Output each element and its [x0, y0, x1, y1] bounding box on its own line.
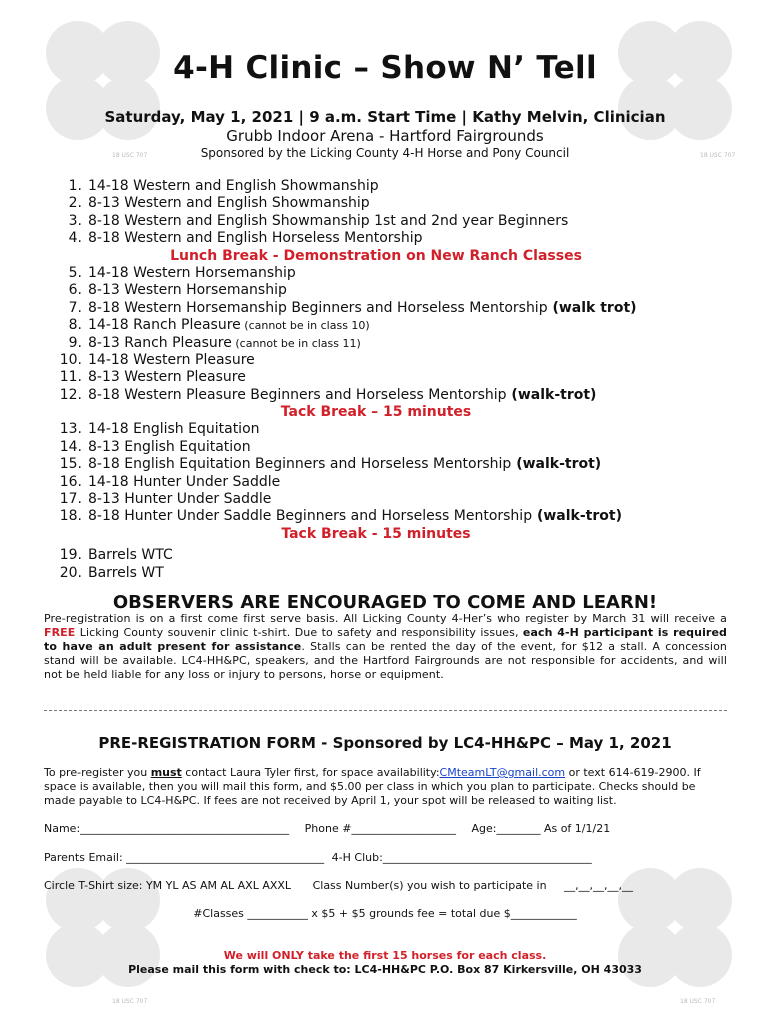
event-details: Saturday, May 1, 2021 | 9 a.m. Start Time | Kathy Melvin, Clinician	[104, 108, 666, 126]
class-number: 12.	[59, 386, 82, 403]
class-number: 19.	[59, 547, 82, 564]
class-name: 8-18 Western Pleasure Beginners and Horseless Mentorship	[88, 386, 507, 403]
class-item	[52, 352, 700, 369]
class-number: 5.	[68, 264, 82, 281]
class-number: 11.	[59, 369, 82, 386]
class-item	[52, 456, 700, 473]
parents-row	[44, 851, 727, 864]
email-link[interactable]: CMteamLT@gmail.com	[439, 766, 566, 779]
schedule-group-1	[52, 178, 700, 248]
class-name: 8-13 Western Horsemanship	[88, 282, 287, 299]
adult-requirement: each 4-H participant is required to have an adult present for assistance	[44, 626, 727, 653]
class-number-label: Class Number(s) you wish to participate in	[312, 879, 547, 892]
class-number: 14.	[59, 438, 82, 455]
class-item	[52, 474, 700, 491]
class-name: 14-18 Ranch Pleasure	[88, 317, 241, 334]
class-name: 8-18 Western Horsemanship Beginners and Horseless Mentorship	[88, 299, 548, 316]
class-number: 9.	[68, 334, 82, 351]
schedule-group-3	[52, 421, 700, 525]
class-number: 8.	[68, 317, 82, 334]
class-item	[52, 439, 700, 456]
class-name: 8-13 Hunter Under Saddle	[88, 491, 272, 508]
class-item	[52, 317, 700, 334]
clover-watermark-icon	[28, 855, 178, 1005]
class-schedule	[52, 178, 700, 582]
observers-paragraph: Pre-registration is on a first come first serve basis. All Licking County 4-Her’s who register by March 31 will receive a FREE Licking County souvenir clinic t-shirt. Due to safety and responsibility issues, each 4-H participant is required to have an adult present for assistance. Stalls can be rented the day of the event, for $12 a stall. A concession stand will be available. LC4-HH&PC, speakers, and the Hartford Fairgrounds are not responsible for accidents, and will not be held liable for any loss or injury to persons, horse or equipment.	[44, 612, 727, 681]
page-title: 4-H Clinic – Show N’ Tell	[173, 50, 597, 86]
class-item	[52, 230, 700, 247]
gait-note: (walk-trot)	[532, 508, 622, 525]
class-number: 16.	[59, 473, 82, 490]
class-name: 14-18 Western and English Showmanship	[88, 178, 379, 194]
tshirt-size-field[interactable]: Circle T-Shirt size: YM YL AS AM AL AXL AXXL	[44, 879, 292, 892]
class-number: 17.	[59, 491, 82, 508]
class-name: 8-18 Hunter Under Saddle Beginners and Horseless Mentorship	[88, 508, 533, 525]
class-item	[52, 491, 700, 508]
class-name: 14-18 English Equitation	[88, 421, 260, 438]
limit-notice: We will ONLY take the first 15 horses for each class.	[223, 949, 547, 962]
phone-field[interactable]: Phone #___________________	[304, 822, 456, 835]
class-item	[52, 565, 700, 582]
class-item	[52, 547, 700, 564]
class-item	[52, 335, 700, 352]
mail-address: Please mail this form with check to: LC4-HH&PC P.O. Box 87 Kirkersville, OH 43033	[128, 963, 642, 976]
event-location: Grubb Indoor Arena - Hartford Fairgrounds	[226, 127, 544, 145]
gait-note: (walk trot)	[547, 299, 637, 316]
must-emphasis: must	[150, 766, 182, 779]
tshirt-row	[44, 879, 727, 892]
class-item	[52, 300, 700, 317]
class-name: 8-13 English Equitation	[88, 438, 251, 455]
cut-line	[44, 710, 727, 711]
class-name: 8-13 Ranch Pleasure	[88, 334, 232, 351]
class-note: (cannot be in class 10)	[240, 319, 370, 333]
class-number: 2.	[68, 195, 82, 212]
class-name: 8-18 English Equitation Beginners and Horseless Mentorship	[88, 456, 512, 473]
class-number: 6.	[68, 282, 82, 299]
class-number: 20.	[59, 564, 82, 581]
class-number: 3.	[68, 212, 82, 229]
class-item	[52, 178, 700, 195]
class-number: 1.	[68, 178, 82, 194]
watermark-usc: 18 USC 707	[112, 998, 148, 1005]
form-intro: To pre-register you must contact Laura Tyler first, for space availability:CMteamLT@gmail.com or text 614-619-2900. If space is available, then you will mail this form, and $5.00 per class in which you plan to participate. Checks should be made payable to LC4-H&PC. If fees are not received by April 1, your spot will be released to waiting list.	[44, 766, 701, 807]
schedule-group-2	[52, 265, 700, 404]
class-item	[52, 213, 700, 230]
class-name: Barrels WTC	[88, 547, 173, 564]
class-name: 8-18 Western and English Horseless Mentorship	[88, 230, 423, 247]
tack-break-2: Tack Break - 15 minutes	[281, 525, 471, 542]
club-field[interactable]: 4-H Club:______________________________________	[331, 851, 592, 864]
class-number: 10.	[59, 351, 82, 368]
class-number: 4.	[68, 230, 82, 247]
class-item	[52, 421, 700, 438]
name-row	[44, 822, 727, 835]
class-name: 14-18 Western Pleasure	[88, 351, 255, 368]
class-name: 8-13 Western and English Showmanship	[88, 195, 370, 212]
class-item	[52, 282, 700, 299]
class-item	[52, 195, 700, 212]
clover-watermark-icon	[600, 855, 750, 1005]
class-number: 13.	[59, 421, 82, 438]
watermark-usc: 18 USC 707	[112, 152, 148, 159]
class-item	[52, 369, 700, 386]
free-label: FREE	[44, 626, 76, 639]
parents-email-field[interactable]: Parents Email: ____________________________________	[44, 851, 325, 864]
class-number: 18.	[59, 508, 82, 525]
classes-total-field[interactable]: #Classes ___________ x $5 + $5 grounds fee = total due $____________	[193, 907, 577, 920]
class-number: 15.	[59, 456, 82, 473]
tack-break-1: Tack Break – 15 minutes	[280, 404, 472, 421]
class-name: 14-18 Hunter Under Saddle	[88, 473, 281, 490]
class-item	[52, 265, 700, 282]
class-item	[52, 387, 700, 404]
class-item	[52, 508, 700, 525]
event-sponsor: Sponsored by the Licking County 4-H Horse and Pony Council	[200, 146, 570, 160]
lunch-break: Lunch Break - Demonstration on New Ranch Classes	[170, 247, 582, 264]
name-field[interactable]: Name:______________________________________	[44, 822, 290, 835]
class-number-field[interactable]: __,__,__,__,__	[564, 879, 634, 892]
watermark-usc: 18 USC 707	[700, 152, 736, 159]
class-number: 7.	[68, 299, 82, 316]
schedule-group-4	[52, 547, 700, 582]
gait-note: (walk-trot)	[506, 386, 597, 403]
gait-note: (walk-trot)	[511, 456, 602, 473]
watermark-usc: 18 USC 707	[680, 998, 716, 1005]
class-name: 14-18 Western Horsemanship	[88, 264, 296, 281]
age-field[interactable]: Age:________ As of 1/1/21	[471, 822, 611, 835]
class-note: (cannot be in class 11)	[231, 336, 361, 350]
observers-heading: OBSERVERS ARE ENCOURAGED TO COME AND LEARN!	[112, 592, 658, 613]
class-name: 8-13 Western Pleasure	[88, 369, 246, 386]
class-name: Barrels WT	[88, 564, 164, 581]
form-title: PRE-REGISTRATION FORM - Sponsored by LC4-HH&PC – May 1, 2021	[98, 734, 672, 752]
class-name: 8-18 Western and English Showmanship 1st and 2nd year Beginners	[88, 212, 569, 229]
